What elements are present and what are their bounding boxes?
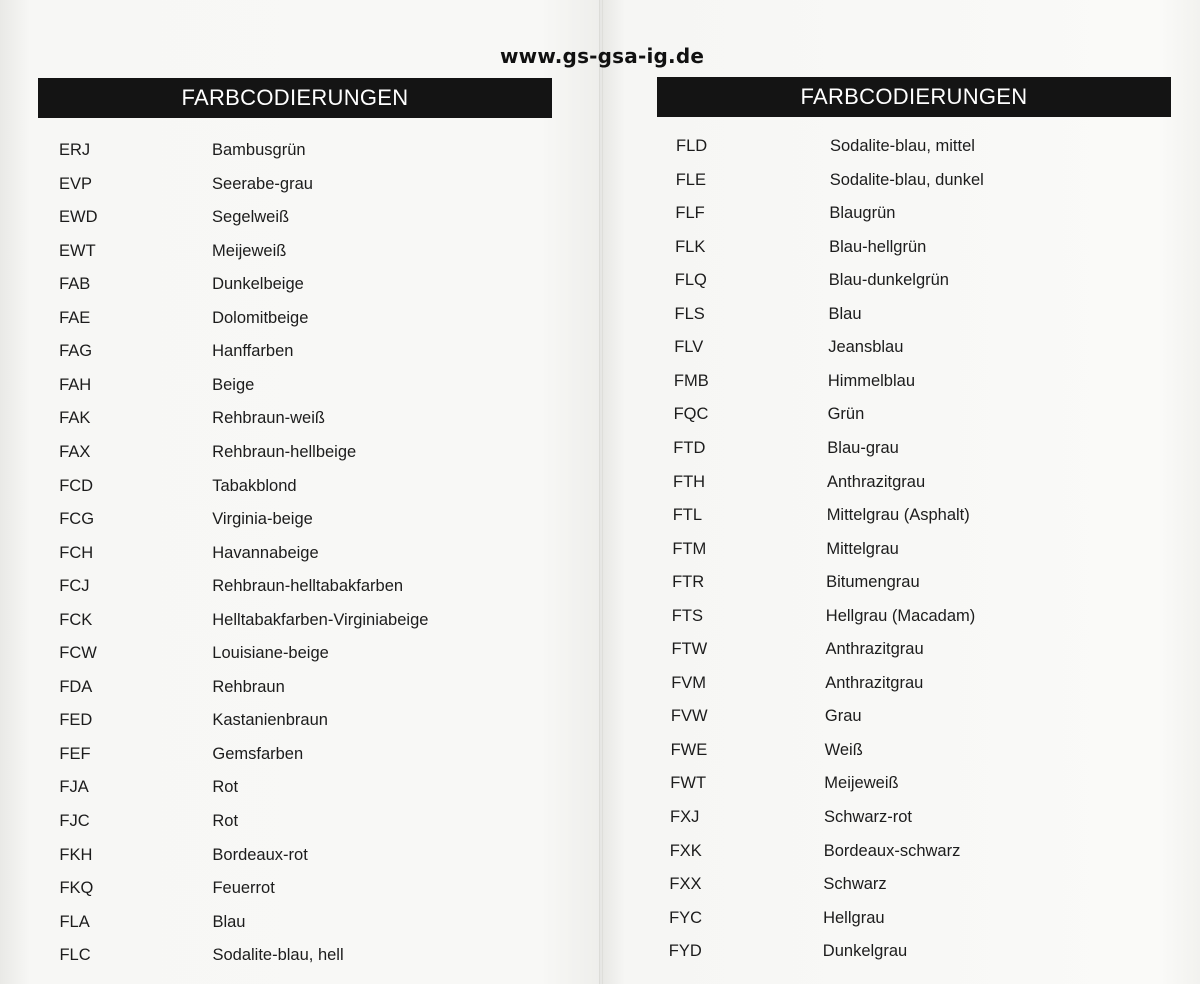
color-name: Rot	[212, 778, 239, 797]
color-name: Weiß	[824, 740, 863, 759]
color-name: Dolomitbeige	[212, 308, 309, 327]
color-code: FCK	[59, 610, 93, 629]
color-name: Blau-dunkelgrün	[828, 271, 949, 290]
color-code: FAH	[59, 375, 92, 394]
color-code: FWE	[670, 740, 708, 759]
color-code: FJC	[59, 812, 90, 830]
color-name: Havannabeige	[212, 543, 319, 562]
color-name: Blau	[828, 304, 862, 323]
color-name: Blau-grau	[827, 438, 899, 457]
color-name: Seerabe-grau	[212, 174, 313, 193]
color-code: FAK	[59, 409, 91, 428]
color-code: EVP	[59, 174, 93, 193]
color-code: FVW	[670, 707, 708, 726]
right-section-title: FARBCODIERUNGEN	[657, 77, 1171, 117]
color-name: Meijeweiß	[824, 774, 899, 793]
color-code: FLA	[59, 912, 90, 931]
color-code: FLD	[676, 137, 708, 155]
color-code: FDA	[59, 677, 93, 696]
color-name: Bordeaux-schwarz	[823, 841, 961, 860]
color-name: Tabakblond	[212, 476, 297, 495]
color-name: Bitumengrau	[826, 573, 920, 592]
color-name: Meijeweiß	[212, 241, 287, 260]
color-code: FTD	[673, 438, 706, 457]
color-name: Rehbraun-hellbeige	[212, 442, 357, 461]
color-code: FCD	[59, 476, 94, 495]
color-name: Grau	[824, 707, 862, 726]
color-name: Sodalite-blau, hell	[212, 946, 344, 965]
color-name: Himmelblau	[827, 371, 915, 390]
color-code: FLK	[675, 237, 706, 256]
color-code: FAB	[59, 275, 91, 294]
color-code: FCW	[59, 644, 97, 663]
color-name: Blau-hellgrün	[829, 237, 927, 256]
color-code: FLQ	[674, 271, 707, 290]
color-name: Sodalite-blau, mittel	[830, 137, 975, 155]
color-name: Mittelgrau	[826, 539, 899, 558]
color-code: FEF	[59, 744, 91, 763]
color-code: FAX	[59, 442, 91, 461]
color-name: Rehbraun-helltabakfarben	[212, 577, 404, 596]
color-name: Anthrazitgrau	[825, 673, 924, 692]
color-code: FXJ	[670, 808, 700, 826]
color-name: Blau	[212, 912, 246, 931]
color-name: Bordeaux-rot	[212, 845, 308, 864]
color-code: FTM	[672, 539, 707, 558]
color-code: FCJ	[59, 577, 90, 596]
color-code: FKQ	[59, 879, 94, 898]
color-name: Rehbraun-weiß	[212, 409, 325, 428]
color-code: FXX	[669, 875, 702, 894]
color-code: FLE	[675, 170, 706, 189]
color-code: FWT	[670, 774, 707, 793]
color-code: FKH	[59, 845, 93, 864]
page-fold	[599, 0, 603, 984]
color-code: FLS	[674, 304, 705, 323]
color-name: Hellgrau	[823, 908, 885, 927]
color-code: FED	[59, 711, 93, 730]
color-name: Anthrazitgrau	[825, 640, 924, 659]
color-code: EWT	[59, 241, 96, 260]
color-code: FTR	[672, 573, 705, 592]
color-code: FAE	[59, 308, 91, 327]
color-code: FCH	[59, 543, 94, 562]
color-name: Beige	[212, 375, 255, 394]
color-code: FTW	[671, 640, 708, 659]
color-name: Schwarz	[823, 875, 887, 894]
color-code: ERJ	[59, 141, 91, 159]
color-code: FLV	[674, 338, 704, 357]
color-code: FXK	[669, 841, 702, 860]
color-name: Hellgrau (Macadam)	[825, 606, 976, 625]
color-name: Rehbraun	[212, 677, 285, 696]
color-name: Dunkelgrau	[822, 942, 908, 961]
color-name: Sodalite-blau, dunkel	[829, 170, 984, 189]
color-name: Helltabakfarben-Virginiabeige	[212, 610, 429, 629]
color-name: Rot	[212, 812, 239, 830]
color-name: Virginia-beige	[212, 510, 313, 529]
color-code: FCG	[59, 510, 95, 529]
color-code: FQC	[673, 405, 709, 424]
left-section-title: FARBCODIERUNGEN	[38, 78, 552, 118]
color-code: FLC	[59, 946, 91, 965]
color-name: Blaugrün	[829, 204, 896, 223]
color-name: Gemsfarben	[212, 744, 304, 763]
color-name: Schwarz-rot	[824, 808, 913, 826]
color-code: FYD	[668, 942, 702, 961]
color-name: Feuerrot	[212, 879, 275, 898]
color-code: FAG	[59, 342, 93, 361]
color-code: FTH	[673, 472, 706, 491]
color-name: Louisiane-beige	[212, 644, 329, 663]
color-name: Kastanienbraun	[212, 711, 328, 730]
color-name: Grün	[827, 405, 865, 424]
color-name: Hanffarben	[212, 342, 294, 361]
color-code: FTS	[671, 606, 703, 625]
color-name: Jeansblau	[828, 338, 904, 357]
website-url: www.gs-gsa-ig.de	[500, 44, 705, 68]
color-code: FMB	[673, 371, 709, 390]
color-name: Anthrazitgrau	[827, 472, 926, 491]
color-name: Dunkelbeige	[212, 275, 304, 294]
color-code: FYC	[669, 908, 703, 927]
color-code: FVM	[671, 673, 707, 692]
color-name: Segelweiß	[212, 208, 290, 227]
color-name: Bambusgrün	[212, 141, 306, 159]
color-code: FTL	[672, 506, 703, 525]
color-code: EWD	[59, 208, 98, 227]
color-name: Mittelgrau (Asphalt)	[826, 506, 970, 525]
color-code: FJA	[59, 778, 89, 797]
color-code: FLF	[675, 204, 705, 223]
